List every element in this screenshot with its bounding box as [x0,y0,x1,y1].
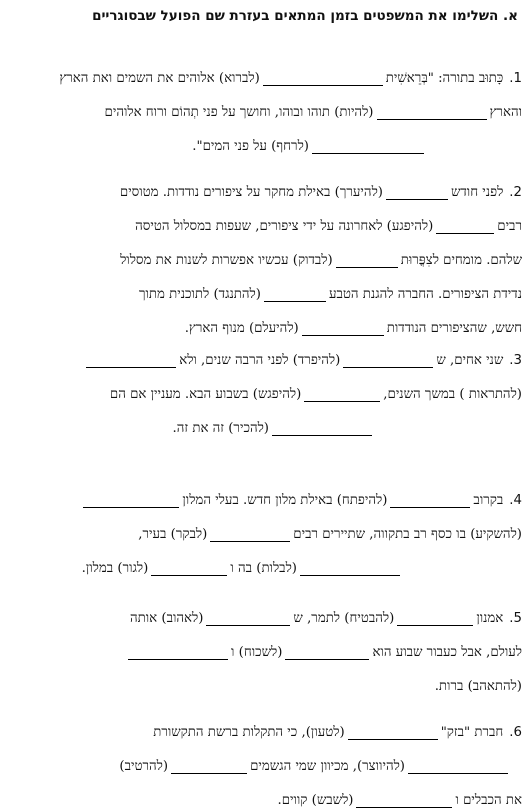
text-segment: (להיפרד) לפני הרבה שנים, ולא [179,353,341,368]
text-segment: את הכבלים ו [455,793,522,808]
exercise-number: 5. [509,611,522,626]
text-segment: (להתאהב) ברות. [434,679,522,694]
text-segment: כָּתוּב בתורה: "בְּרֵאשִׁית [385,71,504,86]
exercise-1 [8,52,522,154]
text-segment: (להיערך) באילת מחקר על ציפורים נודדות. מטוסים [119,185,383,200]
answer-blank[interactable] [151,563,227,576]
text-segment: (לבקר) בעיר, [138,527,208,542]
answer-blank[interactable] [285,647,369,660]
text-segment: (לברוא) אלוהים את השמים ואת הארץ [59,71,260,86]
text-segment: בקרוב [473,493,504,508]
answer-blank[interactable] [312,141,424,154]
answer-blank[interactable] [356,795,452,808]
text-segment: (לשבש) קווים. [277,793,354,808]
exercise-number: 3. [509,353,522,368]
answer-blank[interactable] [263,73,383,86]
text-segment: (לבלות) בה ו [230,561,297,576]
text-segment: (להיעלם) מנוף הארץ. [184,321,299,336]
exercise-6 [8,706,522,808]
text-segment: (להשקיע) בו כסף רב בתקווה, שתיירים רבים [293,527,522,542]
exercise-number: 1. [509,71,522,86]
answer-blank[interactable] [377,107,487,120]
text-segment: (להיות) תוהו ובוהו, וחושך על פני תְהוֹם ורוח אלוהים [104,105,374,120]
exercise-5 [8,592,522,694]
answer-blank[interactable] [408,761,508,774]
text-segment: לעולם, אבל כעבור שבוע הוא [372,645,522,660]
text-segment: רבים [497,219,522,234]
answer-blank[interactable] [86,355,176,368]
text-segment: (לגור) במלון. [81,561,149,576]
text-segment: חברת "בזק" [440,725,504,740]
text-segment: חשש, שהציפורים הנודדות [386,321,522,336]
answer-blank[interactable] [390,495,470,508]
exercise-number: 6. [509,725,522,740]
answer-blank[interactable] [304,389,380,402]
text-segment: (לטעון), כי התקלות ברשת התקשורת [153,725,345,740]
text-segment: (להכיר) זה את זה. [172,421,269,436]
exercise-number: 2. [509,185,522,200]
text-segment: (להרטיב) [119,759,169,774]
answer-blank[interactable] [83,495,179,508]
text-segment: (לרחף) על פני המים". [192,139,309,154]
answer-blank[interactable] [343,355,433,368]
text-segment: שני אחים, ש [436,353,504,368]
text-segment: (להבטיח) לתמר, ש [293,611,395,626]
answer-blank[interactable] [171,761,247,774]
text-segment: אמנון [476,611,504,626]
answer-blank[interactable] [386,187,448,200]
exercise-3 [8,334,522,436]
answer-blank[interactable] [300,563,400,576]
exercise-number: 4. [509,493,522,508]
answer-blank[interactable] [336,255,398,268]
answer-blank[interactable] [436,221,494,234]
text-segment: (לשכוח) ו [231,645,283,660]
text-segment: (להיפגע) לאחרונה על ידי ציפורים, שעפות במסלול הטיסה [135,219,434,234]
text-segment: לפני חודש [450,185,504,200]
exercise-title: א. השלימו את המשפטים בזמן המתאים בעזרת שם הפועל שבסוגריים [92,8,518,24]
answer-blank[interactable] [206,613,290,626]
text-segment: (להיפגש) בשבוע הבא. מעניין אם הם [109,387,302,402]
text-segment: שלהם. מומחים לצִפֳּרוּת [400,253,522,268]
text-segment: (להיפתח) באילת מלון חדש. בעלי המלון [182,493,388,508]
text-segment: (להתנגד) לתוכנית מתוך [138,287,261,302]
text-segment: (להתראות ) במשך השנים, [383,387,522,402]
answer-blank[interactable] [348,727,438,740]
exercise-2 [8,166,522,336]
text-segment: נדידת הציפורים. החברה להגנת הטבע [328,287,522,302]
text-segment: (לבדוק) עכשיו אפשרות לשנות את מסלול [120,253,333,268]
answer-blank[interactable] [128,647,228,660]
answer-blank[interactable] [264,289,326,302]
answer-blank[interactable] [210,529,290,542]
text-segment: והארץ [489,105,522,120]
answer-blank[interactable] [272,423,372,436]
text-segment: (להיווצר), מכיוון שמי הגשמים [250,759,405,774]
text-segment: (לאהוב) אותה [130,611,204,626]
exercise-4 [8,474,522,576]
answer-blank[interactable] [397,613,473,626]
